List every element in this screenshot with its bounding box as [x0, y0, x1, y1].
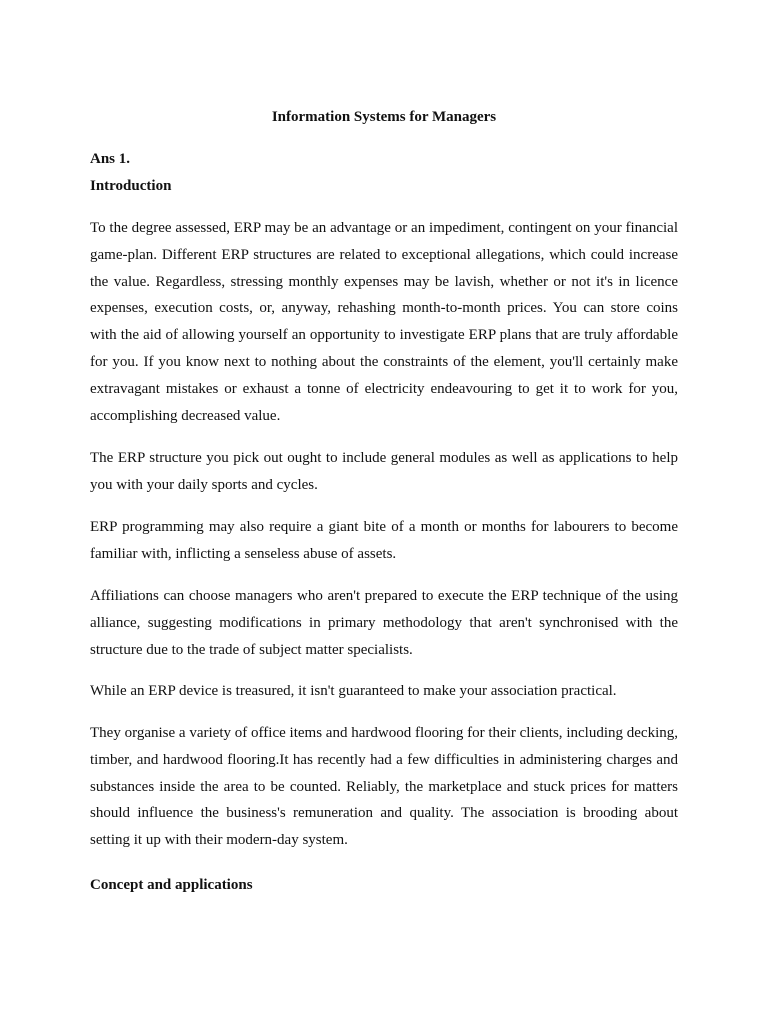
paragraph: To the degree assessed, ERP may be an advantage or an impediment, contingent on your financial game-plan. Different ERP structures are related to exceptional allegations, which could increase the value. Regardless, stressing monthly expenses may be lavish, whether or not it's in licence expenses, execution costs, or, anyway, rehashing month-to-month prices. You can store coins with the aid of allowing yourself an opportunity to investigate ERP plans that are truly affordable for you. If you know next to nothing about the constraints of the element, you'll certainly make extravagant mistakes or exhaust a tonne of electricity endeavouring to get it to work for you, accomplishing decreased value. [90, 220, 678, 424]
answer-label: Ans 1. [90, 151, 131, 167]
paragraph: They organise a variety of office items and hardwood flooring for their clients, including decking, timber, and hardwood flooring.It has recently had a few difficulties in administering charges and substances inside the area to be counted. Reliably, the marketplace and stuck prices for matters should influence the business's remuneration and quality. The association is brooding about setting it up with their modern-day system. [90, 725, 678, 849]
paragraph: While an ERP device is treasured, it isn't guaranteed to make your association practical. [90, 683, 617, 699]
paragraph: Affiliations can choose managers who aren't prepared to execute the ERP technique of the using alliance, suggesting modifications in primary methodology that aren't synchronised with the structure due to the trade of subject matter specialists. [90, 588, 678, 658]
paragraph: The ERP structure you pick out ought to include general modules as well as applications to help you with your daily sports and cycles. [90, 450, 678, 493]
document-title: Information Systems for Managers [271, 109, 497, 125]
paragraph: ERP programming may also require a giant bite of a month or months for labourers to become familiar with, inflicting a senseless abuse of assets. [90, 519, 678, 562]
section-heading-introduction: Introduction [90, 178, 172, 194]
section-heading-concept: Concept and applications [90, 877, 253, 893]
